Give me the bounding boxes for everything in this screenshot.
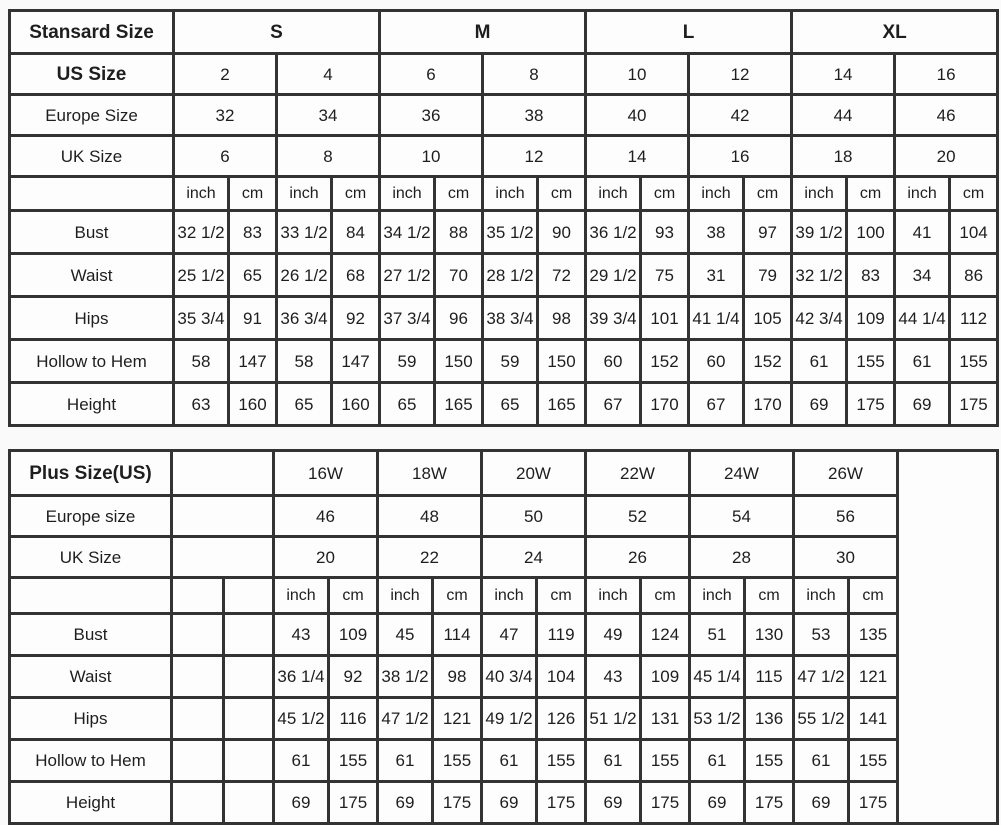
measurement-value-cell: 109 — [641, 656, 690, 698]
size-value-cell: 46 — [274, 496, 378, 537]
unit-cell: cm — [537, 578, 586, 614]
measurement-value-cell: 53 1/2 — [690, 698, 745, 740]
measurement-value-cell: 42 3/4 — [792, 297, 847, 340]
empty-right-cell — [898, 451, 998, 824]
size-value-cell: 16 — [895, 54, 998, 95]
measurement-value-cell: 115 — [745, 656, 794, 698]
measurement-value-cell: 98 — [433, 656, 482, 698]
measurement-value-cell: 36 1/2 — [586, 211, 641, 254]
table-row — [10, 297, 998, 340]
measurement-value-cell: 69 — [482, 782, 537, 824]
size-value-cell: 14 — [586, 136, 689, 177]
unit-cell: inch — [792, 177, 847, 211]
measurement-value-cell: 32 1/2 — [174, 211, 229, 254]
empty-cell — [10, 177, 174, 211]
measurement-value-cell: 33 1/2 — [277, 211, 332, 254]
unit-cell: inch — [483, 177, 538, 211]
measurement-value-cell: 34 1/2 — [380, 211, 435, 254]
unit-cell: inch — [586, 578, 641, 614]
measurement-value-cell: 147 — [229, 340, 277, 383]
measurement-value-cell: 155 — [537, 740, 586, 782]
unit-cell: inch — [689, 177, 744, 211]
measurement-value-cell: 61 — [274, 740, 329, 782]
row-label: Waist — [10, 254, 174, 297]
spacer-cell — [224, 782, 274, 824]
measurement-value-cell: 53 — [794, 614, 849, 656]
measurement-value-cell: 65 — [380, 383, 435, 426]
unit-cell: inch — [895, 177, 950, 211]
measurement-value-cell: 155 — [433, 740, 482, 782]
measurement-value-cell: 136 — [745, 698, 794, 740]
measurement-value-cell: 130 — [745, 614, 794, 656]
size-value-cell: 8 — [483, 54, 586, 95]
measurement-value-cell: 75 — [641, 254, 689, 297]
measurement-value-cell: 160 — [229, 383, 277, 426]
measurement-value-cell: 65 — [277, 383, 332, 426]
row-label: Europe size — [10, 496, 172, 537]
unit-cell: inch — [794, 578, 849, 614]
measurement-value-cell: 61 — [482, 740, 537, 782]
measurement-value-cell: 61 — [792, 340, 847, 383]
spacer-cell — [224, 740, 274, 782]
measurement-value-cell: 84 — [332, 211, 380, 254]
measurement-value-cell: 79 — [744, 254, 792, 297]
size-group-cell: S — [174, 11, 380, 54]
unit-cell: cm — [332, 177, 380, 211]
measurement-value-cell: 70 — [435, 254, 483, 297]
measurement-value-cell: 35 1/2 — [483, 211, 538, 254]
size-value-cell: 10 — [586, 54, 689, 95]
measurement-value-cell: 38 1/2 — [378, 656, 433, 698]
unit-cell: cm — [229, 177, 277, 211]
unit-cell: cm — [329, 578, 378, 614]
size-value-cell: 2 — [174, 54, 277, 95]
measurement-value-cell: 69 — [794, 782, 849, 824]
size-value-cell: 50 — [482, 496, 586, 537]
corner-label: Plus Size(US) — [10, 451, 172, 496]
measurement-value-cell: 147 — [332, 340, 380, 383]
size-value-cell: 32 — [174, 95, 277, 136]
measurement-value-cell: 45 — [378, 614, 433, 656]
measurement-value-cell: 104 — [950, 211, 998, 254]
unit-cell: inch — [174, 177, 229, 211]
measurement-value-cell: 47 1/2 — [794, 656, 849, 698]
measurement-value-cell: 121 — [433, 698, 482, 740]
measurement-value-cell: 92 — [329, 656, 378, 698]
size-value-cell: 18 — [792, 136, 895, 177]
spacer-cell — [172, 740, 224, 782]
size-value-cell: 22 — [378, 537, 482, 578]
measurement-value-cell: 69 — [586, 782, 641, 824]
size-value-cell: 42 — [689, 95, 792, 136]
measurement-value-cell: 65 — [483, 383, 538, 426]
corner-label: Stansard Size — [10, 11, 174, 54]
measurement-value-cell: 105 — [744, 297, 792, 340]
spacer-cell — [172, 614, 224, 656]
measurement-value-cell: 109 — [847, 297, 895, 340]
measurement-value-cell: 35 3/4 — [174, 297, 229, 340]
unit-cell: inch — [586, 177, 641, 211]
row-label: Europe Size — [10, 95, 174, 136]
measurement-value-cell: 155 — [847, 340, 895, 383]
measurement-value-cell: 114 — [433, 614, 482, 656]
measurement-value-cell: 67 — [586, 383, 641, 426]
measurement-value-cell: 69 — [690, 782, 745, 824]
size-group-cell: 16W — [274, 451, 378, 496]
unit-cell: inch — [690, 578, 745, 614]
table-row — [10, 451, 998, 496]
size-value-cell: 24 — [482, 537, 586, 578]
spacer-cell — [172, 537, 274, 578]
size-value-cell: 10 — [380, 136, 483, 177]
measurement-value-cell: 44 1/4 — [895, 297, 950, 340]
table-row — [10, 782, 998, 824]
measurement-value-cell: 92 — [332, 297, 380, 340]
size-value-cell: 46 — [895, 95, 998, 136]
measurement-value-cell: 72 — [538, 254, 586, 297]
row-label: UK Size — [10, 537, 172, 578]
size-group-cell: M — [380, 11, 586, 54]
row-label: Height — [10, 383, 174, 426]
size-value-cell: 56 — [794, 496, 898, 537]
measurement-value-cell: 126 — [537, 698, 586, 740]
size-value-cell: 52 — [586, 496, 690, 537]
measurement-value-cell: 58 — [174, 340, 229, 383]
row-label: Hollow to Hem — [10, 340, 174, 383]
measurement-value-cell: 49 — [586, 614, 641, 656]
measurement-value-cell: 165 — [435, 383, 483, 426]
measurement-value-cell: 155 — [950, 340, 998, 383]
size-value-cell: 40 — [586, 95, 689, 136]
table-row — [10, 11, 998, 54]
measurement-value-cell: 69 — [378, 782, 433, 824]
measurement-value-cell: 104 — [537, 656, 586, 698]
measurement-value-cell: 38 — [689, 211, 744, 254]
spacer-cell — [172, 496, 274, 537]
plus-size-table — [8, 449, 999, 825]
size-group-cell: L — [586, 11, 792, 54]
unit-cell: inch — [274, 578, 329, 614]
measurement-value-cell: 83 — [229, 211, 277, 254]
unit-cell: cm — [433, 578, 482, 614]
measurement-value-cell: 37 3/4 — [380, 297, 435, 340]
measurement-value-cell: 119 — [537, 614, 586, 656]
unit-cell: cm — [847, 177, 895, 211]
size-value-cell: 26 — [586, 537, 690, 578]
measurement-value-cell: 25 1/2 — [174, 254, 229, 297]
measurement-value-cell: 86 — [950, 254, 998, 297]
measurement-value-cell: 45 1/2 — [274, 698, 329, 740]
measurement-value-cell: 63 — [174, 383, 229, 426]
unit-cell: inch — [277, 177, 332, 211]
unit-cell: cm — [849, 578, 898, 614]
measurement-value-cell: 43 — [586, 656, 641, 698]
measurement-value-cell: 68 — [332, 254, 380, 297]
size-value-cell: 6 — [174, 136, 277, 177]
measurement-value-cell: 131 — [641, 698, 690, 740]
measurement-value-cell: 69 — [792, 383, 847, 426]
row-label: UK Size — [10, 136, 174, 177]
measurement-value-cell: 61 — [690, 740, 745, 782]
measurement-value-cell: 97 — [744, 211, 792, 254]
measurement-value-cell: 69 — [895, 383, 950, 426]
row-label: US Size — [10, 54, 174, 95]
table-row — [10, 95, 998, 136]
spacer-cell — [224, 656, 274, 698]
measurement-value-cell: 39 3/4 — [586, 297, 641, 340]
unit-cell: cm — [538, 177, 586, 211]
measurement-value-cell: 90 — [538, 211, 586, 254]
size-value-cell: 12 — [689, 54, 792, 95]
row-label: Hollow to Hem — [10, 740, 172, 782]
measurement-value-cell: 121 — [849, 656, 898, 698]
measurement-value-cell: 60 — [586, 340, 641, 383]
unit-cell: inch — [482, 578, 537, 614]
spacer-cell — [224, 614, 274, 656]
measurement-value-cell: 175 — [537, 782, 586, 824]
measurement-value-cell: 152 — [641, 340, 689, 383]
measurement-value-cell: 61 — [586, 740, 641, 782]
measurement-value-cell: 175 — [745, 782, 794, 824]
spacer-cell — [224, 698, 274, 740]
measurement-value-cell: 58 — [277, 340, 332, 383]
measurement-value-cell: 51 — [690, 614, 745, 656]
spacer-cell — [172, 451, 274, 496]
measurement-value-cell: 155 — [641, 740, 690, 782]
measurement-value-cell: 51 1/2 — [586, 698, 641, 740]
measurement-value-cell: 175 — [849, 782, 898, 824]
row-label: Bust — [10, 211, 174, 254]
table-row — [10, 211, 998, 254]
table-row — [10, 614, 998, 656]
standard-size-table — [8, 9, 999, 427]
measurement-value-cell: 112 — [950, 297, 998, 340]
spacer-cell — [224, 578, 274, 614]
measurement-value-cell: 124 — [641, 614, 690, 656]
size-value-cell: 30 — [794, 537, 898, 578]
size-value-cell: 14 — [792, 54, 895, 95]
measurement-value-cell: 59 — [483, 340, 538, 383]
measurement-value-cell: 47 — [482, 614, 537, 656]
measurement-value-cell: 27 1/2 — [380, 254, 435, 297]
row-label: Waist — [10, 656, 172, 698]
measurement-value-cell: 65 — [229, 254, 277, 297]
table-row — [10, 698, 998, 740]
measurement-value-cell: 29 1/2 — [586, 254, 641, 297]
size-value-cell: 16 — [689, 136, 792, 177]
measurement-value-cell: 175 — [329, 782, 378, 824]
measurement-value-cell: 116 — [329, 698, 378, 740]
measurement-value-cell: 170 — [744, 383, 792, 426]
measurement-value-cell: 61 — [794, 740, 849, 782]
measurement-value-cell: 93 — [641, 211, 689, 254]
size-value-cell: 54 — [690, 496, 794, 537]
measurement-value-cell: 175 — [433, 782, 482, 824]
measurement-value-cell: 45 1/4 — [690, 656, 745, 698]
measurement-value-cell: 60 — [689, 340, 744, 383]
unit-cell: cm — [950, 177, 998, 211]
row-label: Hips — [10, 698, 172, 740]
measurement-value-cell: 43 — [274, 614, 329, 656]
spacer-cell — [172, 782, 224, 824]
size-value-cell: 44 — [792, 95, 895, 136]
measurement-value-cell: 47 1/2 — [378, 698, 433, 740]
measurement-value-cell: 67 — [689, 383, 744, 426]
measurement-value-cell: 61 — [378, 740, 433, 782]
measurement-value-cell: 26 1/2 — [277, 254, 332, 297]
measurement-value-cell: 39 1/2 — [792, 211, 847, 254]
size-group-cell: XL — [792, 11, 998, 54]
measurement-value-cell: 36 3/4 — [277, 297, 332, 340]
unit-cell: cm — [641, 578, 690, 614]
measurement-value-cell: 55 1/2 — [794, 698, 849, 740]
size-value-cell: 48 — [378, 496, 482, 537]
table-row — [10, 578, 998, 614]
table-row — [10, 254, 998, 297]
table-row — [10, 340, 998, 383]
measurement-value-cell: 96 — [435, 297, 483, 340]
measurement-value-cell: 40 3/4 — [482, 656, 537, 698]
table-row — [10, 537, 998, 578]
measurement-value-cell: 165 — [538, 383, 586, 426]
measurement-value-cell: 160 — [332, 383, 380, 426]
table-row — [10, 656, 998, 698]
measurement-value-cell: 69 — [274, 782, 329, 824]
measurement-value-cell: 59 — [380, 340, 435, 383]
spacer-cell — [172, 578, 224, 614]
measurement-value-cell: 150 — [538, 340, 586, 383]
measurement-value-cell: 175 — [950, 383, 998, 426]
measurement-value-cell: 170 — [641, 383, 689, 426]
measurement-value-cell: 135 — [849, 614, 898, 656]
measurement-value-cell: 98 — [538, 297, 586, 340]
measurement-value-cell: 175 — [847, 383, 895, 426]
table-row — [10, 177, 998, 211]
row-label: Bust — [10, 614, 172, 656]
measurement-value-cell: 34 — [895, 254, 950, 297]
size-value-cell: 28 — [690, 537, 794, 578]
unit-cell: inch — [380, 177, 435, 211]
size-value-cell: 12 — [483, 136, 586, 177]
size-value-cell: 6 — [380, 54, 483, 95]
measurement-value-cell: 41 1/4 — [689, 297, 744, 340]
measurement-value-cell: 155 — [745, 740, 794, 782]
unit-cell: cm — [641, 177, 689, 211]
size-value-cell: 8 — [277, 136, 380, 177]
size-value-cell: 20 — [895, 136, 998, 177]
measurement-value-cell: 49 1/2 — [482, 698, 537, 740]
measurement-value-cell: 38 3/4 — [483, 297, 538, 340]
unit-cell: cm — [745, 578, 794, 614]
table-row — [10, 740, 998, 782]
measurement-value-cell: 150 — [435, 340, 483, 383]
row-label: Height — [10, 782, 172, 824]
size-value-cell: 4 — [277, 54, 380, 95]
spacer-cell — [172, 656, 224, 698]
measurement-value-cell: 83 — [847, 254, 895, 297]
size-group-cell: 22W — [586, 451, 690, 496]
measurement-value-cell: 36 1/4 — [274, 656, 329, 698]
unit-cell: cm — [435, 177, 483, 211]
measurement-value-cell: 100 — [847, 211, 895, 254]
table-row — [10, 383, 998, 426]
size-value-cell: 34 — [277, 95, 380, 136]
unit-cell: inch — [378, 578, 433, 614]
measurement-value-cell: 28 1/2 — [483, 254, 538, 297]
measurement-value-cell: 61 — [895, 340, 950, 383]
measurement-value-cell: 109 — [329, 614, 378, 656]
size-group-cell: 18W — [378, 451, 482, 496]
spacer-cell — [172, 698, 224, 740]
measurement-value-cell: 141 — [849, 698, 898, 740]
measurement-value-cell: 32 1/2 — [792, 254, 847, 297]
row-label: Hips — [10, 297, 174, 340]
measurement-value-cell: 91 — [229, 297, 277, 340]
size-group-cell: 20W — [482, 451, 586, 496]
size-group-cell: 24W — [690, 451, 794, 496]
measurement-value-cell: 101 — [641, 297, 689, 340]
measurement-value-cell: 31 — [689, 254, 744, 297]
unit-cell: cm — [744, 177, 792, 211]
table-row — [10, 496, 998, 537]
table-row — [10, 136, 998, 177]
empty-cell — [10, 578, 172, 614]
measurement-value-cell: 152 — [744, 340, 792, 383]
size-group-cell: 26W — [794, 451, 898, 496]
size-value-cell: 38 — [483, 95, 586, 136]
measurement-value-cell: 88 — [435, 211, 483, 254]
measurement-value-cell: 175 — [641, 782, 690, 824]
measurement-value-cell: 41 — [895, 211, 950, 254]
measurement-value-cell: 155 — [849, 740, 898, 782]
table-row — [10, 54, 998, 95]
measurement-value-cell: 155 — [329, 740, 378, 782]
size-value-cell: 20 — [274, 537, 378, 578]
size-value-cell: 36 — [380, 95, 483, 136]
